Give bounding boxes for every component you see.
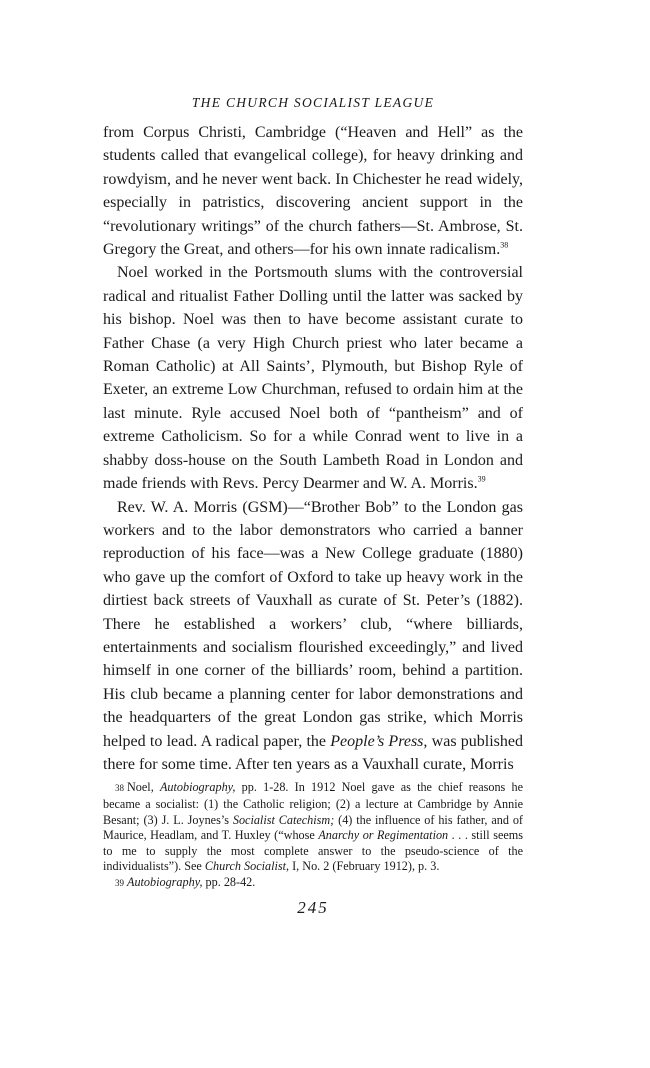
body-text xyxy=(103,121,523,776)
paragraph-2 xyxy=(103,261,523,495)
footnote-39-text: Autobiography, pp. 28-42. xyxy=(127,874,256,889)
paragraph-3 xyxy=(103,496,523,777)
paragraph-text: from Corpus Christi, Cambridge (“Heaven and Hell” as the students called that evangelical college), for heavy drinking and rowdyism, and he never went back. In Chichester he read widely, especially in patristics, discovering ancient support in the “revolutionary writings” of the church fathers—St. Ambrose, St. Gregory the Great, and others—for his own innate radicalism. xyxy=(103,124,523,259)
page-number: 245 xyxy=(297,897,329,917)
note-reference-39: 39 xyxy=(477,474,486,484)
note-reference-38: 38 xyxy=(500,240,509,250)
paragraph-1 xyxy=(103,121,523,261)
paragraph-text: Rev. W. A. Morris (GSM)—“Brother Bob” to the London gas workers and to the labor demonstrators who carried a banner reproduction of his face—was a New College graduate (1880) who gave up the comfort of Oxford to take up heavy work in the dirtiest back streets of Vauxhall as curate of St. Peter’s (1882). There he established a workers’ club, “where billiards, entertainments and socialism flourished exceedingly,” and lived himself in one corner of the billiards’ room, behind a partition. His club became a planning center for labor demonstrations and the headquarters of the great London gas strike, which Morris helped to lead. A radical paper, the xyxy=(103,498,523,750)
paragraph-text: Noel worked in the Portsmouth slums with the controversial radical and ritualist Father Dolling until the latter was sacked by his bishop. Noel was then to have become assistant curate to Father Chase (a very High Church priest who later became a Roman Catholic) at All Saints’, Plymouth, but Bishop Ryle of Exeter, an extreme Low Churchman, refused to ordain him at the last minute. Ryle accused Noel both of “pantheism” and of extreme Catholicism. So for a while Conrad went to live in a shabby doss-house on the South Lambeth Road in London and made friends with Revs. Percy Dearmer and W. A. Morris. xyxy=(103,264,523,493)
footnote-38 xyxy=(103,780,523,875)
footnote-number: 38 xyxy=(115,783,124,794)
paragraph-text-continued: was published there for some time. After ten years as a Vauxhall curate, Morris xyxy=(103,732,524,773)
running-head: THE CHURCH SOCIALIST LEAGUE xyxy=(191,95,435,110)
footnote-39 xyxy=(103,875,523,892)
book-page xyxy=(103,94,523,918)
italic-title: People’s Press, xyxy=(330,732,428,750)
footnotes xyxy=(103,780,523,891)
footnote-38-text: Noel, Autobiography, pp. 1-28. In 1912 Noel gave as the chief reasons he became a socialist: (1) the Catholic religion; (2) a lecture at Cambridge by Annie Besant; (3) J. L. Joynes’s Socialist Catechism; (4) the influence of his father, and of Maurice, Headlam, and T. Huxley (“whose Anarchy or Regimentation . . . still seems to me to supply the most complete answer to the pseudo-science of the individualists”). See Church Socialist, I, No. 2 (February 1912), p. 3. xyxy=(103,780,524,874)
footnote-number: 39 xyxy=(115,877,124,888)
